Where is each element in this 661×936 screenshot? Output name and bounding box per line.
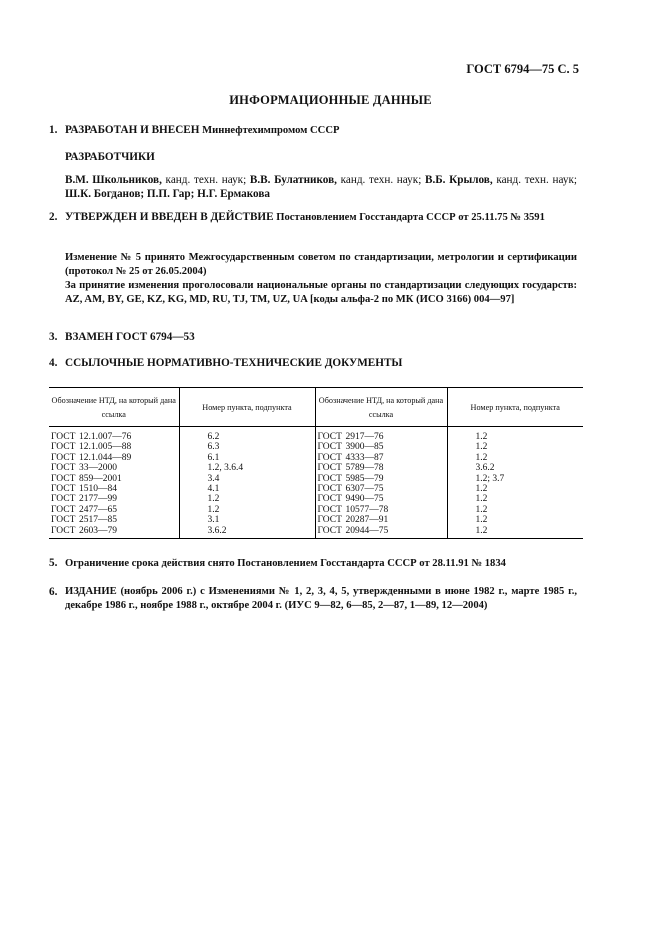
clause-number: 1.2 bbox=[475, 494, 488, 505]
ntd-designation: 20287—91 bbox=[345, 515, 389, 526]
developer-names: Ш.К. Богданов; П.П. Гар; Н.Г. Ермакова bbox=[65, 188, 270, 200]
section-6-text: ИЗДАНИЕ (ноябрь 2006 г.) с Изменениями № 1, 2, 3, 4, 5, утвержденными в июне 1982 г., марте 1985 г., декабре 1986 г., ноябре 1988 г., октябре 2004 г. (ИУС 9—82, 6—85, 2—87, 1—89, 12—2004) bbox=[65, 586, 577, 611]
gost-prefix: ГОСТ bbox=[317, 504, 342, 515]
table-row bbox=[49, 453, 583, 463]
section-title: ИНФОРМАЦИОННЫЕ ДАННЫЕ bbox=[229, 93, 432, 107]
ntd-designation: 12.1.007—76 bbox=[79, 432, 132, 442]
ntd-cell bbox=[49, 515, 179, 525]
gost-prefix: ГОСТ bbox=[51, 515, 76, 526]
ntd-cell bbox=[49, 484, 179, 494]
ntd-designation: 5985—79 bbox=[345, 473, 384, 484]
ntd-cell bbox=[315, 515, 447, 525]
section-2-text: Постановлением Госстандарта СССР от 25.11.75 № 3591 bbox=[273, 212, 545, 223]
section-2 bbox=[49, 210, 577, 225]
ntd-cell bbox=[49, 463, 179, 473]
developer-name: В.В. Булатников, bbox=[249, 174, 337, 186]
developer-degree: канд. техн. наук; bbox=[336, 174, 425, 186]
clause-number: 1.2 bbox=[475, 515, 488, 526]
gost-prefix: ГОСТ bbox=[317, 463, 342, 474]
gost-prefix: ГОСТ bbox=[51, 432, 76, 442]
clause-number: 1.2 bbox=[179, 505, 315, 515]
gost-prefix: ГОСТ bbox=[317, 494, 342, 505]
ntd-designation: 12.1.044—89 bbox=[79, 452, 132, 463]
developers-heading: РАЗРАБОТЧИКИ bbox=[65, 151, 155, 163]
ntd-cell bbox=[49, 442, 179, 452]
clause-number: 1.2, 3.6.4 bbox=[179, 463, 315, 473]
clause-number: 1.2; 3.7 bbox=[475, 473, 505, 484]
ntd-cell bbox=[315, 453, 447, 463]
section-6 bbox=[49, 585, 577, 613]
developer-degree: канд. техн. наук; bbox=[492, 174, 577, 186]
gost-prefix: ГОСТ bbox=[317, 473, 342, 484]
clause-number: 4.1 bbox=[179, 484, 315, 494]
ntd-cell bbox=[315, 474, 447, 484]
section-1 bbox=[49, 123, 577, 138]
gost-prefix: ГОСТ bbox=[51, 484, 76, 495]
gost-prefix: ГОСТ bbox=[317, 484, 342, 495]
table-row bbox=[49, 427, 583, 443]
table-row bbox=[49, 494, 583, 504]
section-4 bbox=[49, 356, 577, 370]
clause-number: 1.2 bbox=[475, 504, 488, 515]
section-5-number: 5. bbox=[49, 557, 58, 569]
section-6-number: 6. bbox=[49, 586, 58, 598]
ntd-designation: 6307—75 bbox=[345, 484, 384, 495]
clause-number: 3.4 bbox=[179, 474, 315, 484]
section-3-text: ВЗАМЕН ГОСТ 6794—53 bbox=[65, 331, 195, 343]
gost-prefix: ГОСТ bbox=[51, 494, 76, 505]
ntd-designation: 3900—85 bbox=[345, 442, 384, 453]
ntd-cell bbox=[49, 505, 179, 515]
developer-name: В.Б. Крылов, bbox=[425, 174, 493, 186]
ntd-designation: 9490—75 bbox=[345, 494, 384, 505]
developers-list bbox=[65, 173, 577, 201]
header-clause-number: Номер пункта, подпункта bbox=[179, 388, 315, 427]
ntd-designation: 12.1.005—88 bbox=[79, 442, 132, 453]
ntd-designation: 20944—75 bbox=[345, 525, 389, 536]
header-ntd-designation: Обозначение НТД, на который дана ссылка bbox=[49, 388, 179, 427]
ntd-designation: 33—2000 bbox=[79, 463, 117, 474]
ntd-cell bbox=[315, 494, 447, 504]
section-4-number: 4. bbox=[49, 357, 58, 369]
ntd-designation: 1510—84 bbox=[79, 484, 117, 495]
clause-number: 3.1 bbox=[179, 515, 315, 525]
gost-prefix: ГОСТ bbox=[317, 432, 342, 442]
section-1-heading: РАЗРАБОТАН И ВНЕСЕН bbox=[65, 124, 200, 136]
clause-number: 1.2 bbox=[475, 432, 488, 442]
section-5 bbox=[49, 556, 577, 571]
gost-prefix: ГОСТ bbox=[317, 515, 342, 526]
clause-number: 1.2 bbox=[179, 494, 315, 504]
gost-prefix: ГОСТ bbox=[51, 452, 76, 463]
change-note: Изменение № 5 принято Межгосударственным советом по стандартизации, метрологии и сертификации (протокол № 25 от 26.05.2004) bbox=[65, 252, 577, 277]
table-row bbox=[49, 484, 583, 494]
clause-number: 1.2 bbox=[475, 484, 488, 495]
table-row bbox=[49, 526, 583, 539]
ntd-designation: 2177—99 bbox=[79, 494, 117, 505]
ntd-cell bbox=[315, 427, 447, 443]
section-5-text: Ограничение срока действия снято Постановлением Госстандарта СССР от 28.11.91 № 1834 bbox=[65, 558, 506, 569]
clause-number: 1.2 bbox=[475, 452, 488, 463]
section-1-number: 1. bbox=[49, 124, 58, 136]
section-2-number: 2. bbox=[49, 211, 58, 223]
gost-prefix: ГОСТ bbox=[51, 504, 76, 515]
ntd-designation: 2603—79 bbox=[79, 525, 117, 536]
table-row bbox=[49, 442, 583, 452]
developer-degree: канд. техн. наук; bbox=[161, 174, 250, 186]
ntd-cell bbox=[49, 526, 179, 539]
header-clause-number: Номер пункта, подпункта bbox=[447, 388, 583, 427]
clause-number: 6.3 bbox=[179, 442, 315, 452]
gost-prefix: ГОСТ bbox=[317, 525, 342, 536]
references-table bbox=[49, 387, 583, 539]
ntd-cell bbox=[49, 494, 179, 504]
table-body bbox=[49, 427, 583, 539]
clause-number: 6.1 bbox=[179, 453, 315, 463]
clause-number: 1.2 bbox=[447, 526, 583, 539]
clause-number: 3.6.2 bbox=[475, 463, 495, 474]
clause-number: 3.6.2 bbox=[179, 526, 315, 539]
table-row bbox=[49, 474, 583, 484]
gost-prefix: ГОСТ bbox=[51, 463, 76, 474]
ntd-designation: 10577—78 bbox=[345, 504, 389, 515]
ntd-cell bbox=[49, 427, 179, 443]
ntd-designation: 4333—87 bbox=[345, 452, 384, 463]
ntd-cell bbox=[49, 453, 179, 463]
section-3 bbox=[49, 330, 577, 344]
gost-prefix: ГОСТ bbox=[51, 473, 76, 484]
gost-prefix: ГОСТ bbox=[51, 442, 76, 453]
developer-name: В.М. Школьников, bbox=[65, 174, 162, 186]
clause-number: 1.2 bbox=[475, 442, 488, 453]
gost-prefix: ГОСТ bbox=[317, 442, 342, 453]
gost-prefix: ГОСТ bbox=[317, 452, 342, 463]
table-row bbox=[49, 515, 583, 525]
ntd-cell bbox=[315, 484, 447, 494]
section-4-text: ССЫЛОЧНЫЕ НОРМАТИВНО-ТЕХНИЧЕСКИЕ ДОКУМЕНТЫ bbox=[65, 357, 403, 369]
table-row bbox=[49, 505, 583, 515]
ntd-designation: 2917—76 bbox=[345, 432, 384, 442]
section-2-heading: УТВЕРЖДЕН И ВВЕДЕН В ДЕЙСТВИЕ bbox=[65, 211, 274, 223]
clause-number: 6.2 bbox=[179, 427, 315, 443]
vote-note: За принятие изменения проголосовали национальные органы по стандартизации следующих государств: AZ, AM, BY, GE, KZ, KG, MD, RU, TJ, TM, UZ, UA [коды альфа-2 по МК (ИСО 3166) 004—97] bbox=[65, 280, 577, 305]
table-header-row bbox=[49, 388, 583, 427]
ntd-designation: 5789—78 bbox=[345, 463, 384, 474]
header-ntd-designation: Обозначение НТД, на который дана ссылка bbox=[315, 388, 447, 427]
ntd-cell bbox=[315, 442, 447, 452]
ntd-cell bbox=[315, 526, 447, 539]
section-3-number: 3. bbox=[49, 331, 58, 343]
ntd-designation: 859—2001 bbox=[79, 473, 122, 484]
section-1-org: Миннефтехимпромом СССР bbox=[199, 125, 340, 136]
ntd-cell bbox=[49, 474, 179, 484]
ntd-designation: 2517—85 bbox=[79, 515, 117, 526]
page-header: ГОСТ 6794—75 С. 5 bbox=[466, 62, 579, 76]
ntd-cell bbox=[315, 463, 447, 473]
ntd-cell bbox=[315, 505, 447, 515]
gost-prefix: ГОСТ bbox=[51, 525, 76, 536]
table-row bbox=[49, 463, 583, 473]
ntd-designation: 2477—65 bbox=[79, 504, 117, 515]
